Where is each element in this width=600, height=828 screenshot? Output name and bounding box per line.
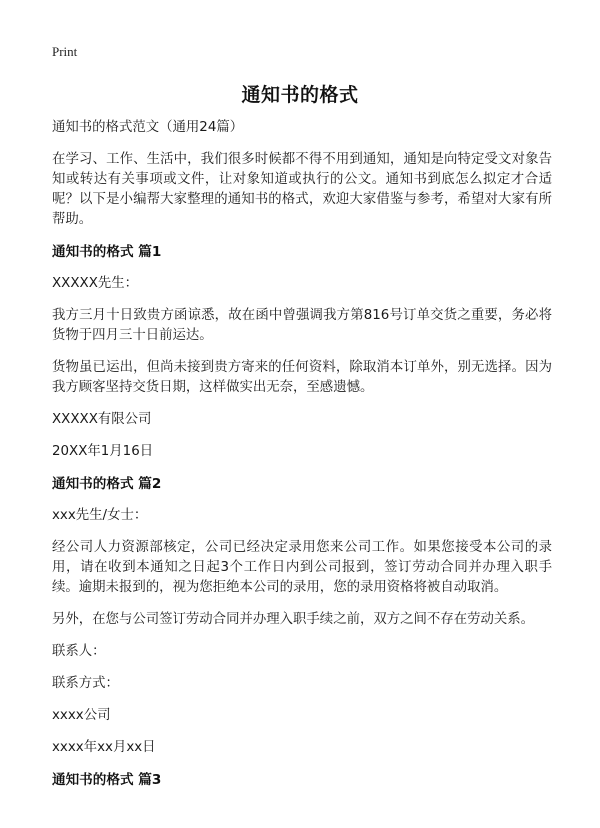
intro-paragraph: 在学习、工作、生活中，我们很多时候都不得不用到通知，通知是向特定受文对象告知或转达有关事项或文件，让对象知道或执行的公文。通知书到底怎么拟定才合适呢？以下是小编帮大家整理的通知书的格式，欢迎大家借鉴与参考，希望对大家有所帮助。	[52, 152, 552, 227]
contact-person-label: 联系人：	[52, 644, 106, 659]
body-paragraph: 货物虽已运出，但尚未接到贵方寄来的任何资料，除取消本订单外，别无选择。因为我方顾客坚持交货日期，这样做实出无奈，至感遗憾。	[52, 360, 552, 395]
contact-method-label: 联系方式：	[52, 676, 119, 691]
signature-date: 20XX年1月16日	[52, 444, 154, 459]
salutation: XXXXX先生：	[52, 276, 139, 291]
section-heading: 通知书的格式 篇1	[52, 244, 162, 260]
body-paragraph: 另外，在您与公司签订劳动合同并办理入职手续之前，双方之间不存在劳动关系。	[52, 612, 535, 627]
section-heading: 通知书的格式 篇2	[52, 476, 162, 492]
salutation: xxx先生/女士：	[52, 508, 148, 523]
print-link[interactable]: Print	[52, 44, 78, 59]
signature-company: XXXXX有限公司	[52, 412, 152, 427]
document-subtitle: 通知书的格式范文（通用24篇）	[52, 120, 244, 135]
body-paragraph: 经公司人力资源部核定，公司已经决定录用您来公司工作。如果您接受本公司的录用，请在收到本通知之日起3个工作日内到公司报到，签订劳动合同并办理入职手续。逾期未报到的，视为您拒绝本公司的录用，您的录用资格将被自动取消。	[52, 540, 552, 595]
body-paragraph: 我方三月十日致贵方函谅悉，故在函中曾强调我方第816号订单交货之重要，务必将货物于四月三十日前运达。	[52, 308, 552, 343]
page-title: 通知书的格式	[241, 84, 359, 106]
document-body	[52, 118, 552, 802]
signature-company: xxxx公司	[52, 708, 111, 723]
signature-date: xxxx年xx月xx日	[52, 740, 156, 755]
section-heading: 通知书的格式 篇3	[52, 772, 162, 788]
